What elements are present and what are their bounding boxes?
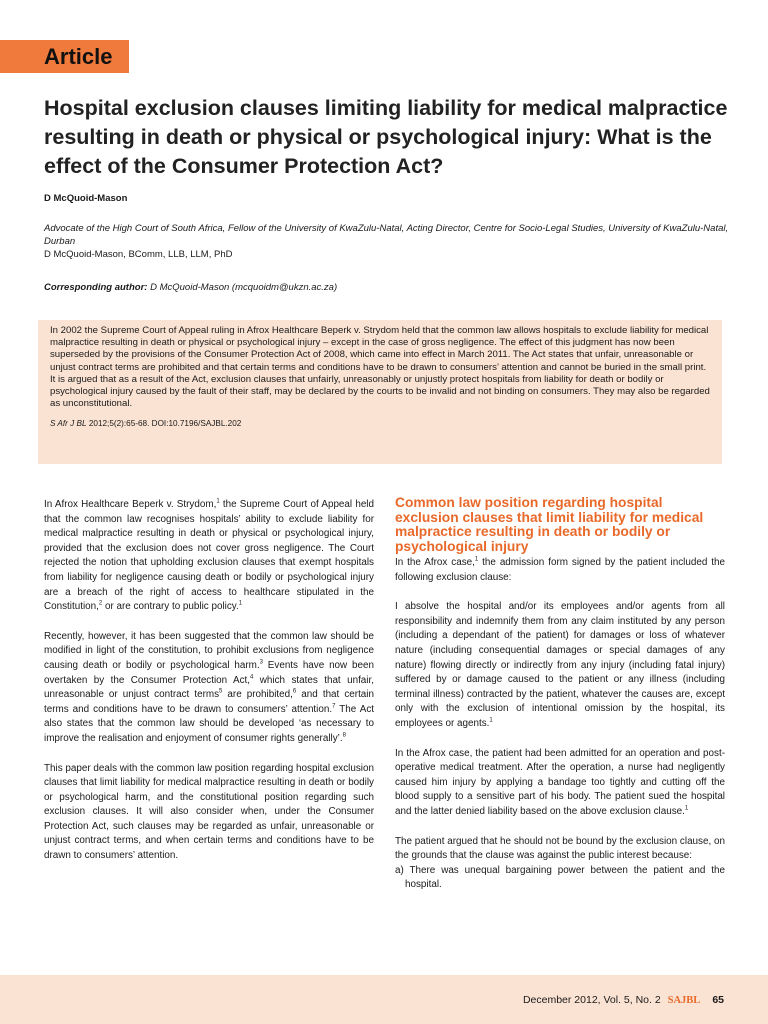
affiliation: Advocate of the High Court of South Africa, Fellow of the University of KwaZulu-Natal, Acting Director, Centre for Socio-Legal Studies, University of KwaZulu-Natal, Durban bbox=[44, 223, 729, 247]
reference-mark: 1 bbox=[238, 600, 243, 607]
page-number: 65 bbox=[712, 994, 724, 1006]
reference-mark: 1 bbox=[489, 717, 493, 724]
corresponding-label: Corresponding author: bbox=[44, 282, 148, 293]
corresponding-author bbox=[44, 282, 337, 293]
body-paragraph bbox=[44, 630, 374, 747]
journal-abbrev: SAJBL bbox=[667, 995, 701, 1006]
list-item: a) There was unequal bargaining power between the patient and the hospital. bbox=[395, 864, 725, 891]
abstract-paragraph: In 2002 the Supreme Court of Appeal ruling in Afrox Healthcare Beperk v. Strydom held that the common law allows hospitals to exclude liability for medical malpractice resulting in death or physical or psychological injury – except in the case of gross negligence. The effect of this judgment has now been superseded by the provisions of the Consumer Protection Act of 2008, which came into effect in March 2011. The Act states that unfair, unreasonable or unjust contract terms are prohibited and that certain terms and conditions have to be drawn to consumers’ attention and cannot be buried in the small print. bbox=[50, 325, 709, 373]
right-column bbox=[395, 496, 725, 893]
text: Events have now been overtaken by the Consumer Protection Act, bbox=[44, 659, 374, 686]
footer-text bbox=[523, 994, 724, 1006]
reference-mark: 4 bbox=[250, 674, 254, 681]
text: Recently, however, it has been suggested that the common law should be modified in light of the constitution, to prohibit exclusions from negligence causing death or bodily or psychological harm. bbox=[44, 630, 374, 671]
citation bbox=[50, 418, 710, 430]
text: In the Afrox case, the patient had been admitted for an operation and post-operative medical treatment. After the operation, a nurse had negligently caused him injury by applying a bandage too tightly and cutting off the blood supply to a sensitive part of his body. The patient sued the hospital and the latter denied liability based on the above exclusion clause. bbox=[395, 747, 725, 817]
reference-mark: 7 bbox=[332, 703, 336, 710]
reference-mark: 1 bbox=[216, 498, 220, 505]
body-paragraph bbox=[395, 556, 725, 585]
reference-mark: 5 bbox=[219, 688, 223, 695]
citation-journal: S Afr J BL bbox=[50, 419, 87, 429]
left-column bbox=[44, 498, 374, 879]
reference-mark: 1 bbox=[474, 556, 479, 563]
text: are prohibited, bbox=[222, 689, 293, 701]
article-title: Hospital exclusion clauses limiting liability for medical malpractice resulting in death or physical or psychological injury: What is the effect of the Consumer Protection Act? bbox=[44, 96, 728, 178]
authors: D McQuoid-Mason bbox=[44, 193, 128, 204]
article-type-tag: Article bbox=[0, 40, 129, 73]
body-paragraph: This paper deals with the common law position regarding hospital exclusion clauses that limit liability for medical malpractice resulting in death or bodily or psychological harm, and the constitutional position regarding such exclusion clauses. It will also consider when, under the Consumer Protection Act, such clauses may be regarded as unfair, unreasonable or unjust contract terms, and when certain terms and conditions have to be drawn to consumers’ attention. bbox=[44, 762, 374, 862]
abstract-paragraph: It is argued that as a result of the Act, exclusion clauses that unfairly, unreasonably or unjustly protect hospitals from liability for death or bodily or psychological injury caused by the fault of their staff, may be declared by the courts to be invalid and not binding on consumers. They may also be regarded as unconstitutional. bbox=[50, 373, 710, 410]
reference-mark: 2 bbox=[98, 600, 103, 607]
text: the Supreme Court of Appeal held that the common law recognises hospitals’ ability to exclude liability for medical malpractice resulting in death or physical or psychological injury, provided that the exclusion does not cover gross negligence. The Court rejected the notion that upholding exclusion clauses that exempt hospitals from liability for negligence causing death or bodily or psychological injury are a breach of the right of access to healthcare stipulated in the Constitution, bbox=[44, 499, 374, 613]
reference-mark: 3 bbox=[259, 659, 263, 666]
section-heading: Common law position regarding hospital exclusion clauses that limit liability for medical malpractice resulting in death or bodily or psychological injury bbox=[395, 495, 704, 554]
text: and that certain terms and conditions have to be drawn to consumers’ attention. bbox=[44, 689, 374, 715]
corresponding-value: D McQuoid-Mason (mcquoidm@ukzn.ac.za) bbox=[150, 282, 338, 293]
citation-details: 2012;5(2):65-68. DOI:10.7196/SAJBL.202 bbox=[86, 419, 242, 429]
issue-date: December 2012, Vol. 5, No. 2 bbox=[522, 994, 661, 1006]
body-paragraph: The patient argued that he should not be bound by the exclusion clause, on the grounds that the clause was against the public interest because: bbox=[395, 835, 725, 862]
text: In the Afrox case, bbox=[395, 557, 475, 568]
reference-mark: 1 bbox=[684, 805, 689, 812]
text: I absolve the hospital and/or its employees and/or agents from all responsibility and indemnify them from any claim instituted by any person (including a dependant of the patient) for damages or loss of whatever nature (including consequential damages or special damages of any nature) flowing directly or indirectly from any injury (including fatal injury) suffered by or damage caused to the patient or any illness (including terminal illness) contracted by the patient, whatever the causes are, except only with the exclusion of intentional omission by the hospital, its employees or agents. bbox=[395, 601, 725, 729]
affiliation-block bbox=[44, 222, 734, 261]
text: the admission form signed by the patient included the following exclusion clause: bbox=[395, 557, 725, 583]
text: The Act also states that the common law should be developed ‘as necessary to improve the realisation and enjoyment of consumer rights generally’. bbox=[44, 703, 375, 744]
reference-mark: 6 bbox=[292, 688, 297, 695]
credentials: D McQuoid-Mason, BComm, LLB, LLM, PhD bbox=[44, 249, 233, 260]
abstract-box bbox=[38, 320, 722, 464]
text: which states that unfair, unreasonable or unjust contract terms bbox=[44, 674, 374, 701]
text: or are contrary to public policy. bbox=[102, 601, 239, 613]
reference-mark: 8 bbox=[342, 732, 346, 739]
quoted-clause bbox=[395, 600, 725, 731]
page-footer bbox=[0, 975, 768, 1024]
body-paragraph bbox=[44, 498, 374, 615]
body-paragraph bbox=[395, 747, 725, 820]
text: In Afrox Healthcare Beperk v. Strydom, bbox=[44, 499, 217, 510]
